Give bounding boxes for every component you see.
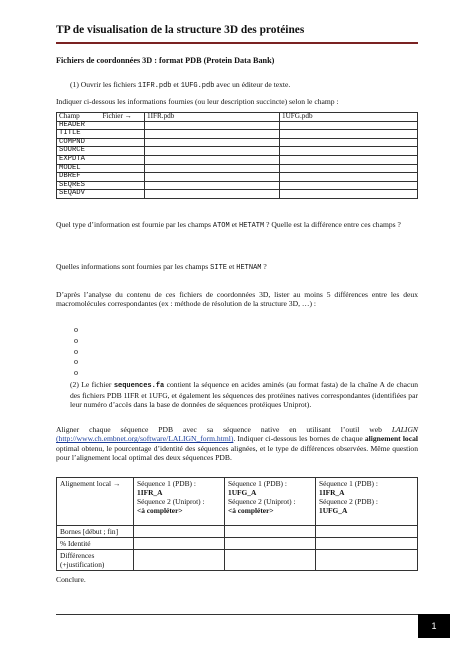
table-row: HEADER: [57, 121, 418, 130]
header-cell: Séquence 1 (PDB) : 1IFR_A Séquence 2 (Uniprot) : <à compléter>: [134, 478, 225, 526]
align-instructions: Aligner chaque séquence PDB avec sa séquence native en utilisant l’outil web LALIGN (http://www.ch.embnet.org/software/LALIGN_form.html). Indiquer ci-dessous les bornes de chaque alignement local optimal obtenu, le pourcentage d’identité des séquences alignées, et le type de différences observées. Même question pour l’alignement local optimal des deux séquences PDB.: [56, 425, 419, 462]
page-number: 1: [418, 614, 450, 638]
conclusion-text: Conclure.: [56, 575, 86, 584]
item-2-text: (2) Le fichier sequences.fa contient la séquence en acides aminés (au format fasta) de la chaîne A de chacun des fichiers PDB 1IFR et 1UFG, et également les séquences des protéines natives correspondantes (identifiées par leur numéro d’accès dans la base de données de séquences protéiques Uniprot).: [70, 380, 418, 409]
title-underline: [56, 42, 418, 44]
table-row: SOURCE: [57, 147, 418, 156]
item-1-text: (1) Ouvrir les fichiers 1IFR.pdb et 1UFG.pdb avec un éditeur de texte.: [70, 80, 291, 90]
table-row: Bornes [début ; fin]: [57, 526, 418, 538]
table-row: DBREF: [57, 173, 418, 182]
list-item: o: [74, 368, 78, 378]
header-cell: Séquence 1 (PDB) : 1IFR_A Séquence 2 (PDB) : 1UFG_A: [316, 478, 418, 526]
list-item: o: [74, 335, 78, 345]
champ-table: [56, 112, 418, 199]
list-item: o: [74, 346, 78, 356]
header-cell: Champ: [57, 113, 101, 122]
lalign-link[interactable]: (http://www.ch.embnet.org/software/LALIGN_form.html): [56, 434, 234, 444]
footer-rule: [56, 614, 418, 615]
table-header-row: [57, 113, 418, 122]
list-item: o: [74, 357, 78, 367]
file-name: 1UFG.pdb: [180, 82, 215, 90]
header-cell: Fichier →: [101, 113, 145, 122]
page-title: TP de visualisation de la structure 3D des protéines: [56, 24, 305, 36]
table-row: SEQRES: [57, 181, 418, 190]
table-row: COMPND: [57, 138, 418, 147]
header-cell: Séquence 1 (PDB) : 1UFG_A Séquence 2 (Uniprot) : <à compléter>: [225, 478, 316, 526]
bullet-list: [74, 325, 78, 379]
table-row: TITLE: [57, 130, 418, 139]
table-row: MODEL: [57, 164, 418, 173]
table-row: EXPDTA: [57, 155, 418, 164]
header-cell: 1IFR.pdb: [145, 113, 280, 122]
alignment-table: [56, 477, 418, 571]
question-site: Quelles informations sont fournies par les champs SITE et HETNAM ?: [56, 262, 267, 272]
question-differences: D’après l’analyse du contenu de ces fichiers de coordonnées 3D, lister au moins 5 différences entre les deux macromolécules correspondantes (ex : méthode de résolution de la structure 3D, …) :: [56, 290, 418, 309]
header-cell: Alignement local →: [57, 478, 134, 526]
list-item: o: [74, 325, 78, 334]
section-heading: Fichiers de coordonnées 3D : format PDB (Protein Data Bank): [56, 56, 275, 65]
table-row: SEQADV: [57, 190, 418, 199]
table-row: % Identité: [57, 538, 418, 550]
table-row: Différences (+justification): [57, 550, 418, 571]
file-name: 1IFR.pdb: [137, 82, 172, 90]
header-cell: 1UFG.pdb: [280, 113, 418, 122]
instruction-text: Indiquer ci-dessous les informations fournies (ou leur description succincte) selon le champ :: [56, 97, 339, 106]
question-atom: Quel type d’information est fournie par les champs ATOM et HETATM ? Quelle est la différence entre ces champs ?: [56, 220, 401, 230]
table-header-row: [57, 478, 418, 526]
file-name: sequences.fa: [113, 382, 165, 390]
